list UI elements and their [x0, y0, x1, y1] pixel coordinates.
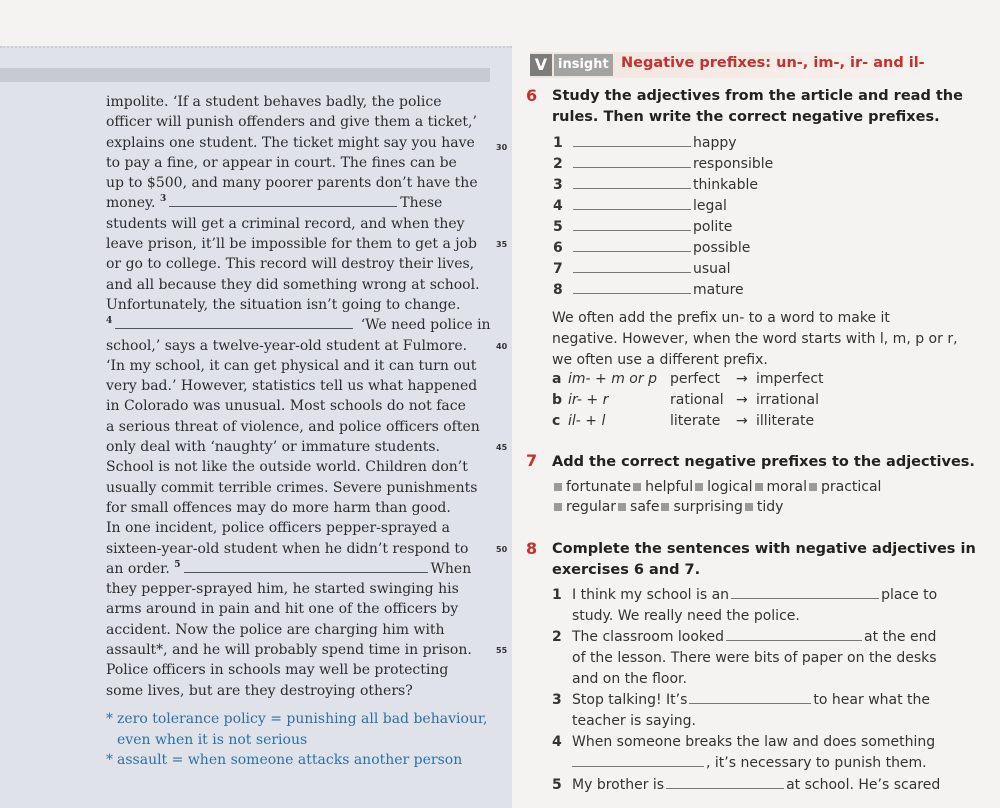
v-section-badge: V	[530, 54, 552, 76]
article-line: ‘In my school, it can get physical and it can turn out	[106, 357, 477, 374]
article-line: impolite. ‘If a student behaves badly, the police	[106, 94, 442, 110]
square-bullet-icon	[809, 483, 817, 491]
article-line: In one incident, police officers pepper-sprayed a	[106, 520, 451, 537]
square-bullet-icon	[618, 503, 626, 511]
answer-blank[interactable]	[573, 155, 691, 168]
answer-blank[interactable]	[572, 754, 704, 767]
gap-number: 3	[159, 194, 167, 205]
prefix-rule-text: We often add the prefix un- to a word to make it negative. However, when the word starts with l, m, p or r, we often use a different prefix.	[552, 310, 958, 368]
square-bullet-icon	[661, 503, 669, 511]
arrow-icon: →	[736, 371, 748, 387]
answer-blank[interactable]	[573, 197, 691, 210]
ex6-item[interactable]: 6 possible	[553, 240, 751, 256]
article-line-gap-4: $^4$ ‘We need police in	[106, 316, 491, 334]
ex8-sentence-2: 2 The classroom looked at the end of the lesson. There were bits of paper on the desks and on the floor.	[552, 629, 937, 687]
answer-blank[interactable]	[573, 281, 691, 294]
answer-blank[interactable]	[689, 691, 811, 704]
ex6-item[interactable]: 2 responsible	[553, 156, 774, 172]
answer-blank[interactable]	[573, 176, 691, 189]
article-line: usually commit terrible crimes. Severe punishments	[106, 479, 478, 496]
exercise-7-number: 7	[526, 451, 538, 470]
insight-title: Negative prefixes: un-, im-, ir- and il-	[621, 55, 925, 71]
article-line: or go to college. This record will destroy their lives,	[106, 256, 475, 273]
square-bullet-icon	[554, 503, 562, 511]
article-line: students will get a criminal record, and when they	[106, 215, 465, 232]
article-line: to pay a fine, or appear in court. The fines can be	[106, 154, 457, 171]
article-line: explains one student. The ticket might say you have	[106, 134, 475, 151]
glossary-entry: * assault = when someone attacks another person	[106, 752, 463, 768]
square-bullet-icon	[695, 483, 703, 491]
article-line: very bad.’ However, statistics tell us what happened	[106, 378, 478, 395]
article-text	[106, 92, 498, 701]
ex6-item[interactable]: 1 happy	[553, 135, 737, 151]
article-line-gap-5: an order. $^5$ When	[106, 559, 472, 577]
article-line: some lives, but are they destroying others?	[106, 682, 413, 699]
exercise-7-heading: Add the correct negative prefixes to the adjectives.	[552, 454, 975, 470]
gap-number: 5	[174, 559, 181, 570]
gap-5-blank	[184, 560, 428, 573]
article-line: School is not like the outside world. Children don’t	[106, 459, 468, 476]
article-line: school,’ says a twelve-year-old student at Fulmore.	[106, 337, 468, 354]
glossary-entry-cont: even when it is not serious	[117, 731, 308, 748]
article-line: in Colorado was unusual. Most schools do not face	[106, 398, 466, 415]
answer-blank[interactable]	[573, 260, 691, 273]
square-bullet-icon	[745, 503, 753, 511]
article-line: Unfortunately, the situation isn’t going to change.	[106, 296, 461, 313]
article-header-band	[0, 68, 490, 82]
arrow-icon: →	[736, 413, 748, 429]
answer-blank[interactable]	[573, 239, 691, 252]
article-line: and all because they did something wrong at school.	[106, 276, 480, 293]
ex8-sentence-3: 3 Stop talking! It’s to hear what the teacher is saying.	[552, 692, 931, 729]
article-line: leave prison, it’ll be impossible for them to get a job	[106, 236, 477, 253]
ex6-item[interactable]: 4 legal	[553, 198, 727, 214]
answer-blank[interactable]	[726, 628, 862, 641]
line-number: 50	[496, 545, 508, 554]
article-line: a serious threat of violence, and police officers often	[106, 418, 480, 435]
rule-example: b ir- + r rational → irrational	[552, 392, 820, 408]
line-number: 55	[496, 646, 508, 655]
gap-3-blank	[169, 194, 397, 207]
article-line: for small offences may do more harm than good.	[106, 499, 451, 516]
answer-blank[interactable]	[666, 776, 784, 789]
exercise-6-number: 6	[526, 86, 538, 105]
line-number: 30	[496, 143, 508, 152]
article-line: officer will punish offenders and give them a ticket,’	[106, 114, 477, 131]
arrow-icon: →	[736, 392, 748, 408]
word-list-row-2: regular safe surprising tidy	[552, 499, 783, 515]
rule-example: c il- + l literate → illiterate	[552, 413, 815, 429]
line-number: 35	[496, 240, 508, 249]
article-line: accident. Now the police are charging him with	[106, 621, 445, 638]
ex8-sentence-1: 1 I think my school is an place to study. We really need the police.	[552, 587, 938, 624]
exercise-6-heading: Study the adjectives from the article and read the rules. Then write the correct negative prefixes.	[552, 88, 963, 125]
ex6-item[interactable]: 3 thinkable	[553, 177, 758, 193]
rule-example: a im- + m or p perfect → imperfect	[552, 371, 824, 387]
insight-label: insight	[554, 54, 613, 76]
glossary-entry: * zero tolerance policy = punishing all bad behaviour,	[106, 711, 488, 727]
square-bullet-icon	[755, 483, 763, 491]
answer-blank[interactable]	[731, 586, 879, 599]
line-number: 45	[496, 443, 508, 452]
article-line-gap-3: money. $^3$ These	[106, 194, 443, 212]
gap-4-blank	[115, 316, 353, 329]
article-line: they pepper-sprayed him, he started swinging his	[106, 581, 459, 598]
ex8-sentence-4: 4 When someone breaks the law and does something , it’s necessary to punish them.	[552, 734, 936, 771]
article-line: up to $500, and many poorer parents don’t have the	[106, 175, 478, 192]
article-line: assault*, and he will probably spend time in prison.	[106, 642, 472, 659]
article-line: sixteen-year-old student when he didn’t respond to	[106, 540, 469, 557]
article-line: Police officers in schools may well be protecting	[106, 662, 449, 679]
exercise-8-number: 8	[526, 539, 538, 558]
exercise-8-heading: Complete the sentences with negative adjectives in exercises 6 and 7.	[552, 541, 976, 578]
answer-blank[interactable]	[573, 218, 691, 231]
ex6-item[interactable]: 7 usual	[553, 261, 731, 277]
ex6-item[interactable]: 8 mature	[553, 282, 744, 298]
gap-number: 4	[106, 316, 113, 327]
ex8-sentence-5: 5 My brother is at school. He’s scared	[552, 777, 941, 793]
article-line: only deal with ‘naughty’ or immature students.	[106, 439, 440, 456]
word-list-row-1: fortunate helpful logical moral practical	[552, 479, 881, 495]
square-bullet-icon	[554, 483, 562, 491]
glossary	[106, 709, 506, 771]
line-number: 40	[496, 342, 508, 351]
answer-blank[interactable]	[573, 134, 691, 147]
article-line: arms around in pain and hit one of the officers by	[106, 601, 459, 618]
square-bullet-icon	[633, 483, 641, 491]
ex6-item[interactable]: 5 polite	[553, 219, 733, 235]
